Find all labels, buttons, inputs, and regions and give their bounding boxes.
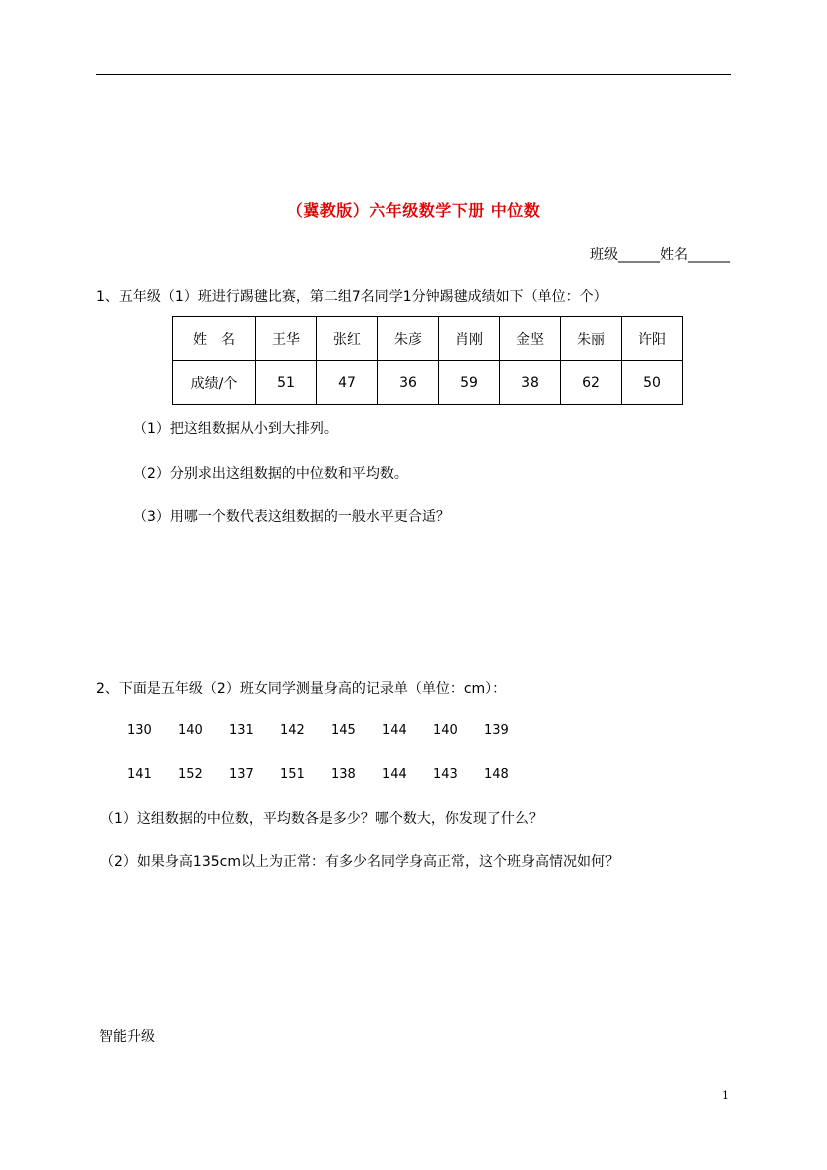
- height-value: 152: [178, 767, 203, 782]
- height-value: 144: [382, 767, 407, 782]
- table-cell-name: 王华: [256, 317, 317, 361]
- question-2-text: 2、下面是五年级（2）班女同学测量身高的记录单（单位：cm）：: [96, 681, 507, 697]
- table-cell-name: 朱丽: [561, 317, 622, 361]
- height-value: 141: [127, 767, 152, 782]
- table-cell-name: 肖刚: [439, 317, 500, 361]
- table-cell-name: 张红: [317, 317, 378, 361]
- height-value: 137: [229, 767, 254, 782]
- question-2-sub-1: （1）这组数据的中位数，平均数各是多少？哪个数大，你发现了什么？: [100, 811, 543, 827]
- height-value: 140: [433, 723, 458, 738]
- page-number: 1: [722, 1089, 729, 1102]
- question-1-sub-2: （2）分别求出这组数据的中位数和平均数。: [133, 466, 408, 482]
- table-row: [173, 317, 683, 361]
- class-name-line: 班级______姓名______: [590, 247, 730, 263]
- height-value: 148: [484, 767, 509, 782]
- question-1-sub-1: （1）把这组数据从小到大排列。: [133, 421, 338, 437]
- table-cell-score: 38: [500, 361, 561, 405]
- table-cell-name: 朱彦: [378, 317, 439, 361]
- table-cell-score: 36: [378, 361, 439, 405]
- question-2-sub-2: （2）如果身高135cm以上为正常：有多少名同学身高正常，这个班身高情况如何？: [100, 854, 619, 870]
- page-title: （冀教版）六年级数学下册 中位数: [286, 201, 541, 220]
- section-heading: 智能升级: [99, 1029, 155, 1045]
- table-cell-score: 50: [622, 361, 683, 405]
- question-1-sub-3: （3）用哪一个数代表这组数据的一般水平更合适？: [133, 509, 450, 525]
- height-value: 142: [280, 723, 305, 738]
- height-row-2: [127, 767, 535, 782]
- table-cell-score: 51: [256, 361, 317, 405]
- table-cell-name: 金坚: [500, 317, 561, 361]
- height-value: 130: [127, 723, 152, 738]
- table-cell-score: 47: [317, 361, 378, 405]
- height-value: 145: [331, 723, 356, 738]
- height-row-1: [127, 723, 535, 738]
- height-value: 151: [280, 767, 305, 782]
- question-1-text: 1、五年级（1）班进行踢毽比赛，第二组7名同学1分钟踢毽成绩如下（单位：个）: [96, 289, 608, 305]
- header-rule: [96, 74, 731, 75]
- height-value: 139: [484, 723, 509, 738]
- table-row: [173, 361, 683, 405]
- table-cell-name: 许阳: [622, 317, 683, 361]
- height-value: 144: [382, 723, 407, 738]
- score-table: [172, 316, 683, 405]
- table-cell-score: 59: [439, 361, 500, 405]
- table-header-score: 成绩/个: [173, 361, 256, 405]
- table-cell-score: 62: [561, 361, 622, 405]
- height-value: 131: [229, 723, 254, 738]
- table-header-name: 姓 名: [173, 317, 256, 361]
- height-value: 143: [433, 767, 458, 782]
- height-value: 138: [331, 767, 356, 782]
- height-value: 140: [178, 723, 203, 738]
